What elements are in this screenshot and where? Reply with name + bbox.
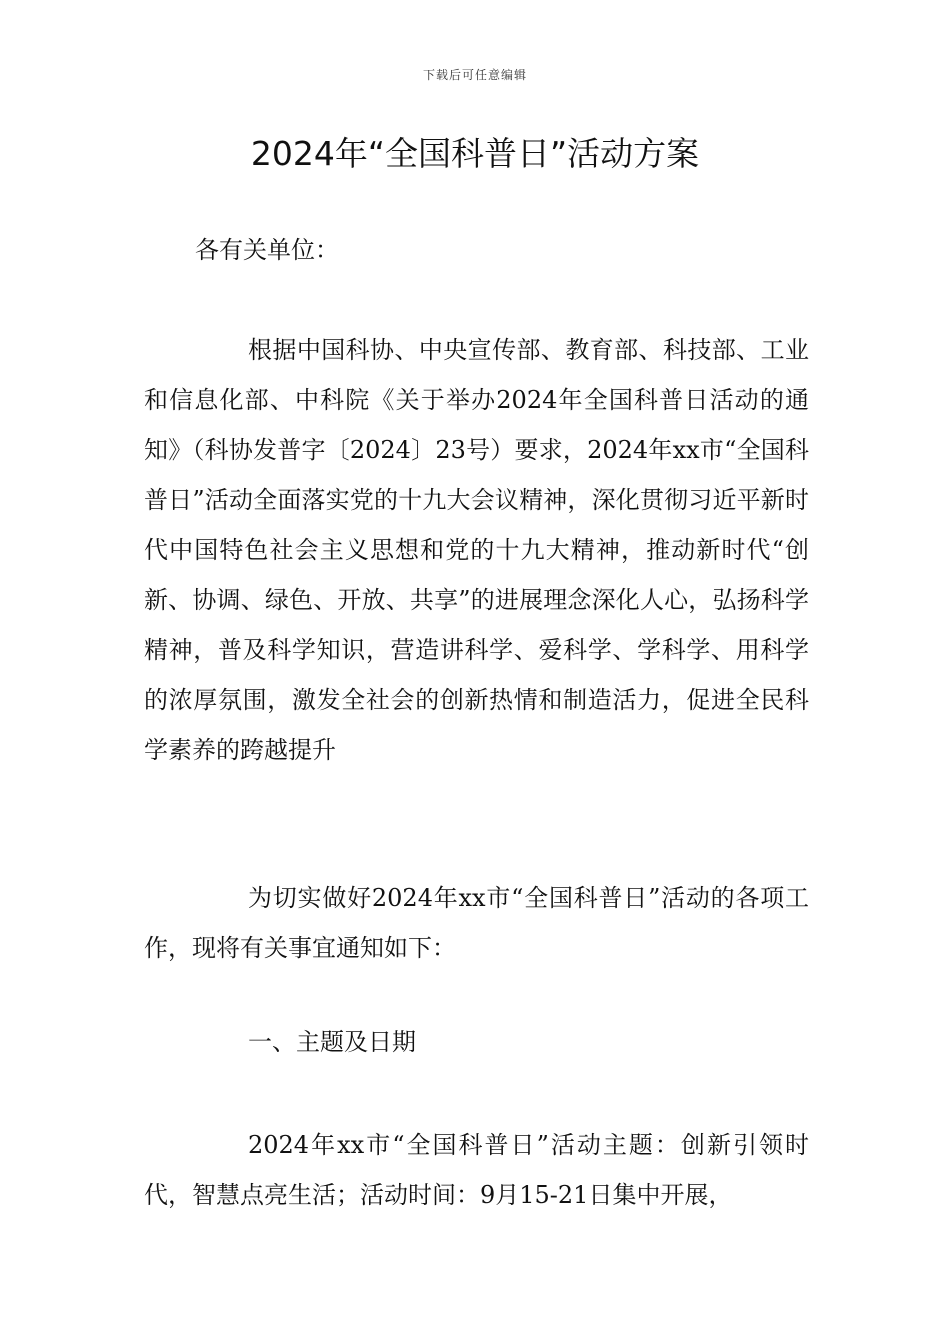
document-title: 2024年“全国科普日”活动方案 <box>250 134 700 173</box>
salutation: 各有关单位： <box>195 236 339 264</box>
section-heading: 一、主题及日期 <box>248 1028 416 1056</box>
section-paragraph: 2024年xx市“全国科普日”活动主题：创新引领时代，智慧点亮生活；活动时间：9月15-21日集中开展， <box>144 1131 809 1209</box>
body-paragraph-1: 根据中国科协、中央宣传部、教育部、科技部、工业和信息化部、中科院《关于举办2024年全国科普日活动的通知》（科协发普字〔2024〕23号）要求，2024年xx市“全国科普日”活动全面落实党的十九大会议精神，深化贯彻习近平新时代中国特色社会主义思想和党的十九大精神，推动新时代“创新、协调、绿色、开放、共享”的进展理念深化人心，弘扬科学精神，普及科学知识，营造讲科学、爱科学、学科学、用科学的浓厚氛围，激发全社会的创新热情和制造活力，促进全民科学素养的跨越提升 <box>144 336 809 764</box>
page-watermark: 下载后可任意编辑 <box>422 68 527 82</box>
body-paragraph-2: 为切实做好2024年xx市“全国科普日”活动的各项工作，现将有关事宜通知如下： <box>144 884 809 962</box>
